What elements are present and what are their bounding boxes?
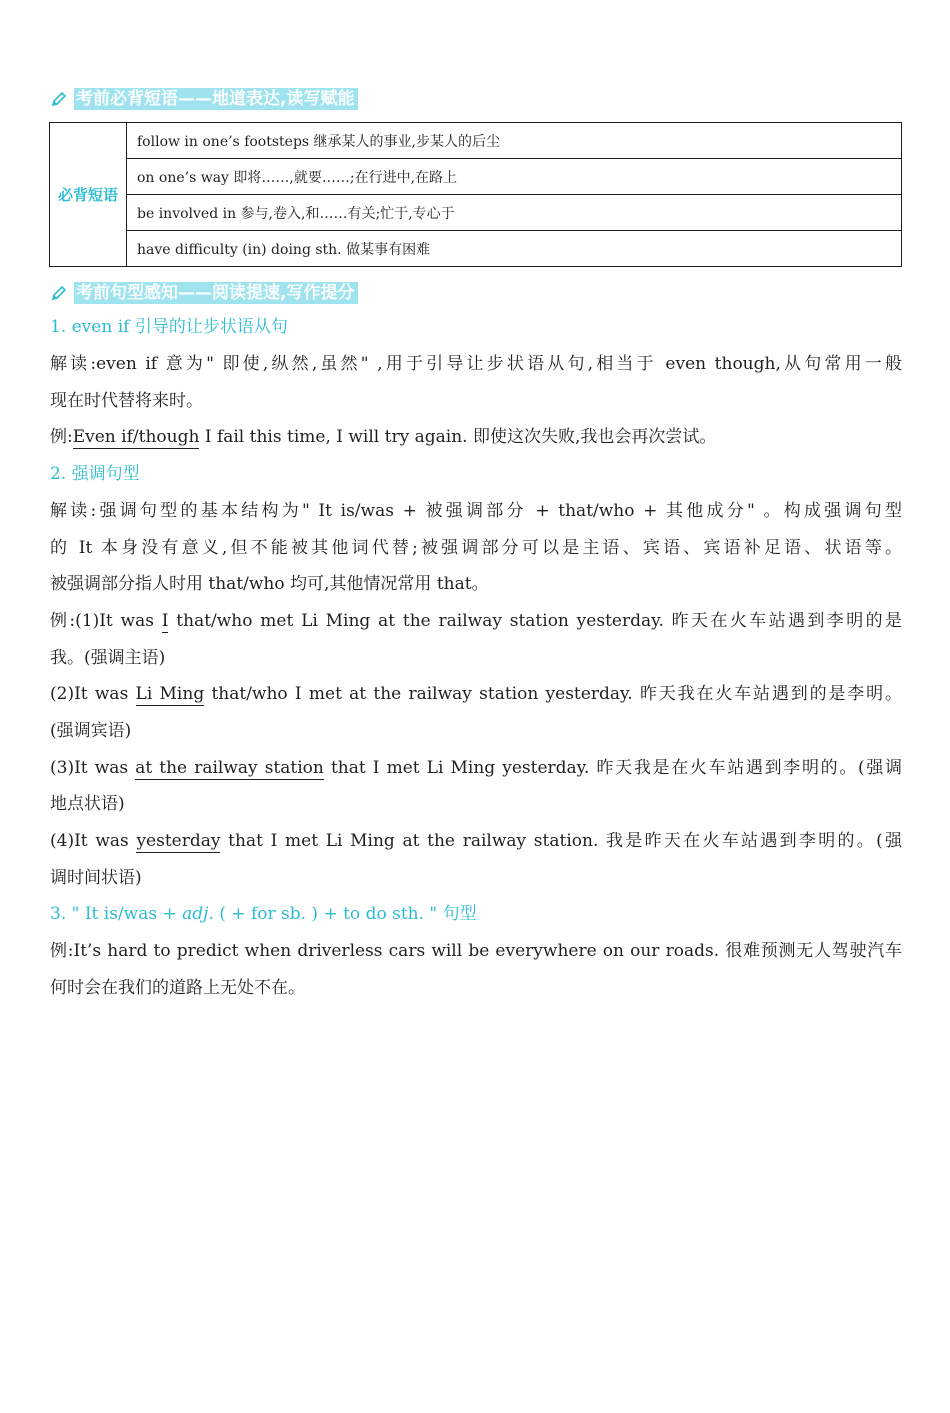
example-sentence [50, 419, 902, 455]
example-prefix: (4)It was [50, 831, 137, 851]
explain-text: 被强调部分指人时用 that/who 均可,其他情况常用 that。 [50, 574, 489, 594]
example-sentence [50, 750, 902, 786]
section-header-sentences [50, 281, 358, 305]
example-sentence [50, 676, 902, 712]
phrase-table [49, 122, 902, 267]
underlined-phrase: I [161, 611, 169, 631]
example-note: (强调宾语) [50, 721, 132, 741]
table-row [50, 123, 902, 159]
example-rest: that/who met Li Ming at the railway station yesterday. 昨天在火车站遇到李明的是 [168, 611, 902, 631]
underlined-phrase: yesterday [136, 831, 221, 851]
example-sentence [50, 603, 902, 639]
table-row [50, 195, 902, 231]
section-title: 考前必背短语——地道表达,读写赋能 [74, 88, 358, 110]
explain-text: 现在时代替将来时。 [50, 391, 203, 411]
underlined-phrase: Even if/though [72, 427, 200, 447]
section-header-phrases [50, 87, 358, 111]
phrase-cell: be involved in 参与,卷入,和……有关;忙于,专心于 [127, 195, 902, 231]
example-prefix: (3)It was [50, 758, 136, 778]
item-heading: 1. even if 引导的让步状语从句 [50, 317, 288, 337]
example-prefix: 例:(1)It was [50, 611, 162, 631]
table-row [50, 159, 902, 195]
item-heading [50, 896, 902, 932]
section-title: 考前句型感知——阅读提速,写作提分 [74, 282, 358, 304]
table-row [50, 231, 902, 267]
example-note: 我。(强调主语) [50, 648, 166, 668]
heading-part: 3. " It is/was + [50, 904, 183, 924]
phrase-cell: on one’s way 即将……,就要……;在行进中,在路上 [127, 159, 902, 195]
explain-text: 的 It 本身没有意义,但不能被其他词代替;被强调部分可以是主语、宾语、宾语补足语、状语等。 [50, 538, 902, 558]
example-sentence [50, 823, 902, 859]
example-note: 调时间状语) [50, 868, 142, 888]
explain-text: 解读:强调句型的基本结构为" It is/was + 被强调部分 + that/who + 其他成分" 。构成强调句型 [50, 501, 902, 521]
example-prefix: (2)It was [50, 684, 136, 704]
phrase-cell: follow in one’s footsteps 继承某人的事业,步某人的后尘 [127, 123, 902, 159]
explain-text: 解读:even if 意为" 即使,纵然,虽然" ,用于引导让步状语从句,相当于 even though,从句常用一般 [50, 354, 902, 374]
underlined-phrase: at the railway station [135, 758, 324, 778]
heading-part: ( + for sb. ) + to do sth. " 句型 [213, 904, 477, 924]
pencil-icon [50, 284, 68, 302]
table-label: 必背短语 [50, 123, 127, 267]
example-rest: that I met Li Ming yesterday. 昨天我是在火车站遇到李明的。(强调 [323, 758, 903, 778]
item-heading: 2. 强调句型 [50, 464, 140, 484]
underlined-phrase: Li Ming [135, 684, 205, 704]
example-prefix: 例: [50, 427, 73, 447]
example-rest: that I met Li Ming at the railway station. 我是昨天在火车站遇到李明的。(强 [220, 831, 902, 851]
heading-adj: adj. [182, 904, 214, 924]
example-note: 地点状语) [50, 794, 125, 814]
example-rest: that/who I met at the railway station yesterday. 昨天我在火车站遇到的是李明。 [204, 684, 902, 704]
example-note: 何时会在我们的道路上无处不在。 [50, 978, 305, 998]
example-rest: I fail this time, I will try again. 即使这次失败,我也会再次尝试。 [199, 427, 717, 447]
phrase-cell: have difficulty (in) doing sth. 做某事有困难 [127, 231, 902, 267]
pencil-icon [50, 90, 68, 108]
example-sentence: 例:It’s hard to predict when driverless cars will be everywhere on our roads. 很难预测无人驾驶汽车 [50, 941, 902, 961]
